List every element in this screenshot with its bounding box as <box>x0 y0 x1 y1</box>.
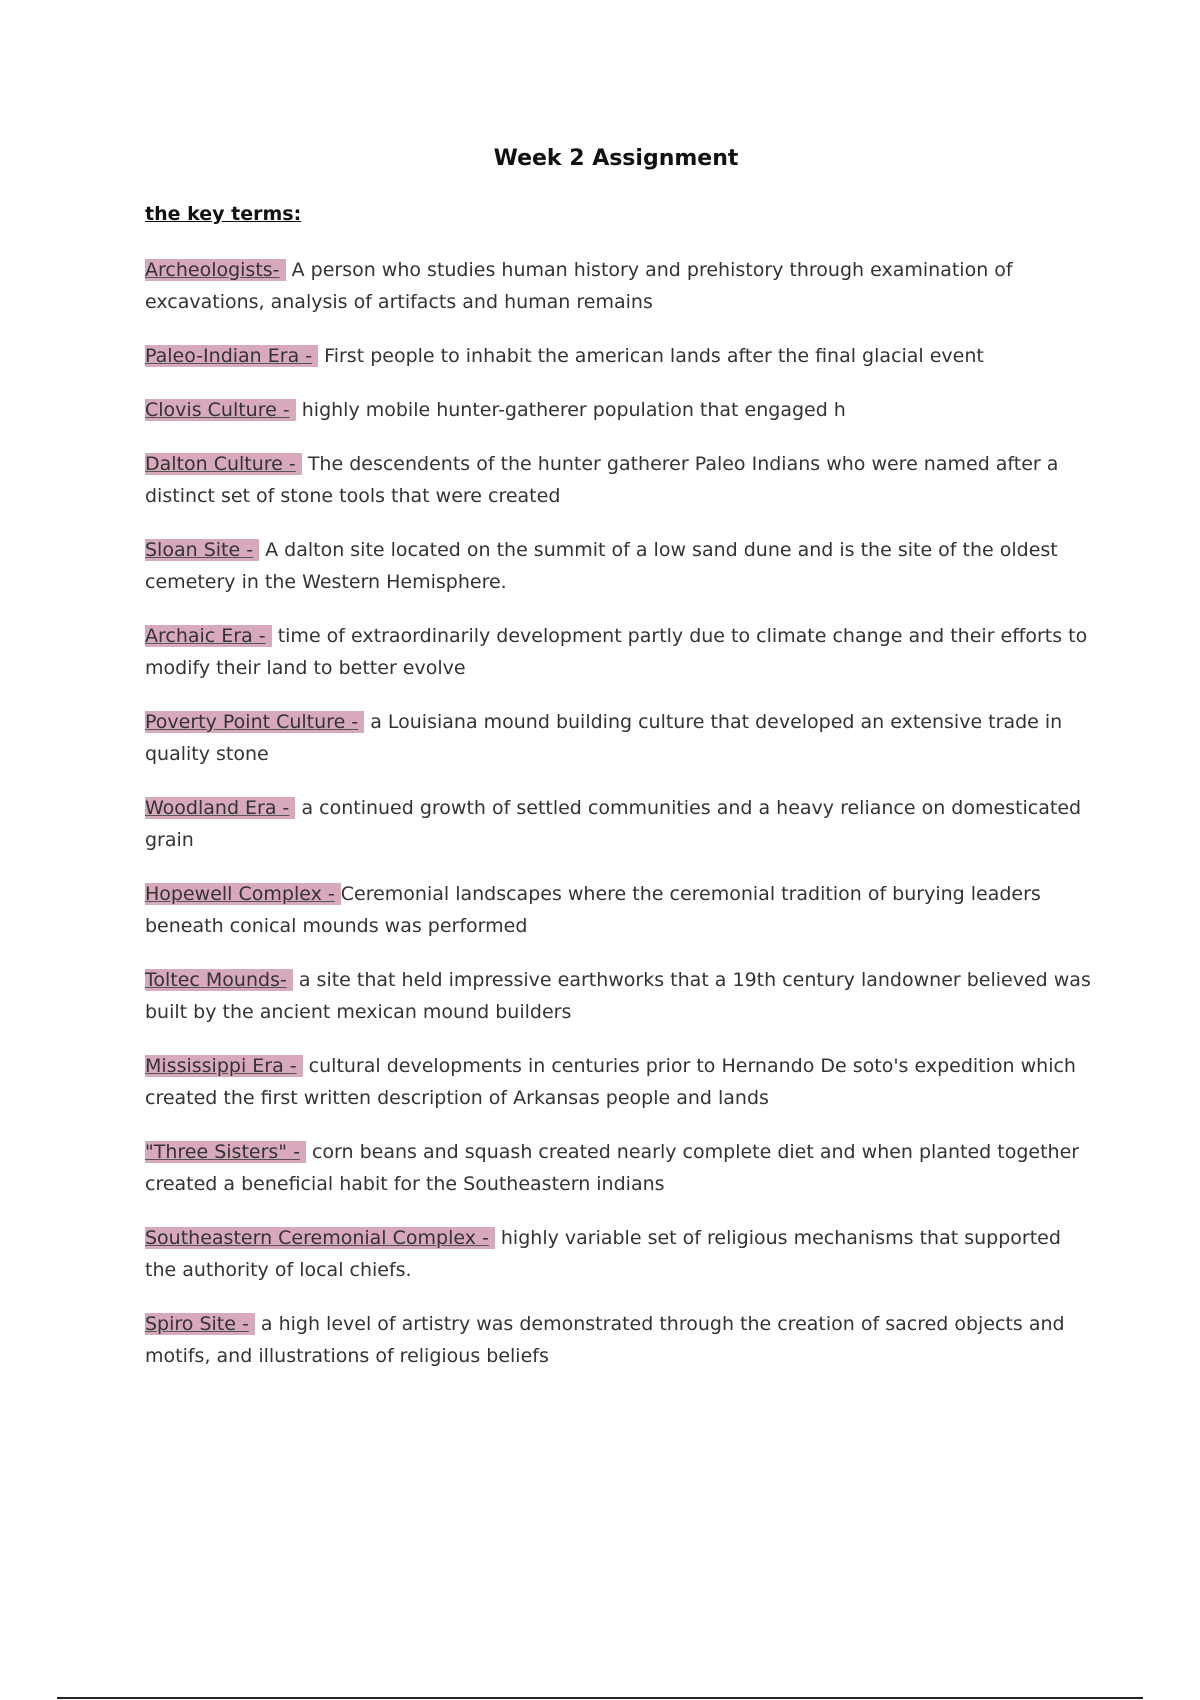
term-definition: corn beans and squash created nearly complete diet and when planted together created a beneficial habit for the Southeastern indians <box>145 1141 1080 1195</box>
term-definition: The descendents of the hunter gatherer Paleo Indians who were named after a distinct set of stone tools that were created <box>145 453 1059 507</box>
key-term-entry <box>145 1308 1095 1372</box>
key-term-entry <box>145 620 1095 684</box>
key-term: Woodland Era - <box>145 797 295 819</box>
section-heading: the key terms: <box>145 203 302 225</box>
key-term-entry <box>145 1136 1095 1200</box>
term-definition: cultural developments in centuries prior to Hernando De soto's expedition which created the first written description of Arkansas people and lands <box>145 1055 1076 1109</box>
key-term: Mississippi Era - <box>145 1055 303 1077</box>
term-definition: highly variable set of religious mechanisms that supported the authority of local chiefs. <box>145 1227 1061 1281</box>
term-definition: a Louisiana mound building culture that developed an extensive trade in quality stone <box>145 711 1063 765</box>
key-terms-list <box>145 254 1095 1394</box>
key-term-entry <box>145 878 1095 942</box>
term-definition: time of extraordinarily development partly due to climate change and their efforts to modify their land to better evolve <box>145 625 1088 679</box>
term-definition: a site that held impressive earthworks that a 19th century landowner believed was built by the ancient mexican mound builders <box>145 969 1091 1023</box>
key-term: Hopewell Complex - <box>145 883 341 905</box>
key-term-entry <box>145 964 1095 1028</box>
term-definition: A person who studies human history and prehistory through examination of excavations, analysis of artifacts and human remains <box>145 259 1013 313</box>
term-definition: Ceremonial landscapes where the ceremonial tradition of burying leaders beneath conical mounds was performed <box>145 883 1041 937</box>
key-term-entry <box>145 792 1095 856</box>
key-term: Southeastern Ceremonial Complex - <box>145 1227 495 1249</box>
key-term-entry <box>145 394 1095 426</box>
key-term-entry <box>145 254 1095 318</box>
key-term: Paleo-Indian Era - <box>145 345 318 367</box>
key-term-entry <box>145 1222 1095 1286</box>
term-definition: highly mobile hunter-gatherer population that engaged h <box>301 399 846 421</box>
key-term: Toltec Mounds- <box>145 969 293 991</box>
term-definition: A dalton site located on the summit of a low sand dune and is the site of the oldest cemetery in the Western Hemisphere. <box>145 539 1058 593</box>
key-term-entry <box>145 1050 1095 1114</box>
key-term: Dalton Culture - <box>145 453 302 475</box>
key-term: Archeologists- <box>145 259 286 281</box>
key-term-entry <box>145 706 1095 770</box>
key-term: Sloan Site - <box>145 539 259 561</box>
key-term: Spiro Site - <box>145 1313 255 1335</box>
page-title: Week 2 Assignment <box>493 146 739 171</box>
key-term: "Three Sisters" - <box>145 1141 306 1163</box>
term-definition: a continued growth of settled communities and a heavy reliance on domesticated grain <box>145 797 1082 851</box>
key-term-entry <box>145 534 1095 598</box>
bottom-divider <box>57 1697 1143 1699</box>
key-term-entry <box>145 340 1095 372</box>
key-term: Archaic Era - <box>145 625 272 647</box>
key-term: Poverty Point Culture - <box>145 711 364 733</box>
term-definition: First people to inhabit the american lands after the final glacial event <box>324 345 984 367</box>
key-term-entry <box>145 448 1095 512</box>
key-term: Clovis Culture - <box>145 399 296 421</box>
term-definition: a high level of artistry was demonstrated through the creation of sacred objects and motifs, and illustrations of religious beliefs <box>145 1313 1065 1367</box>
